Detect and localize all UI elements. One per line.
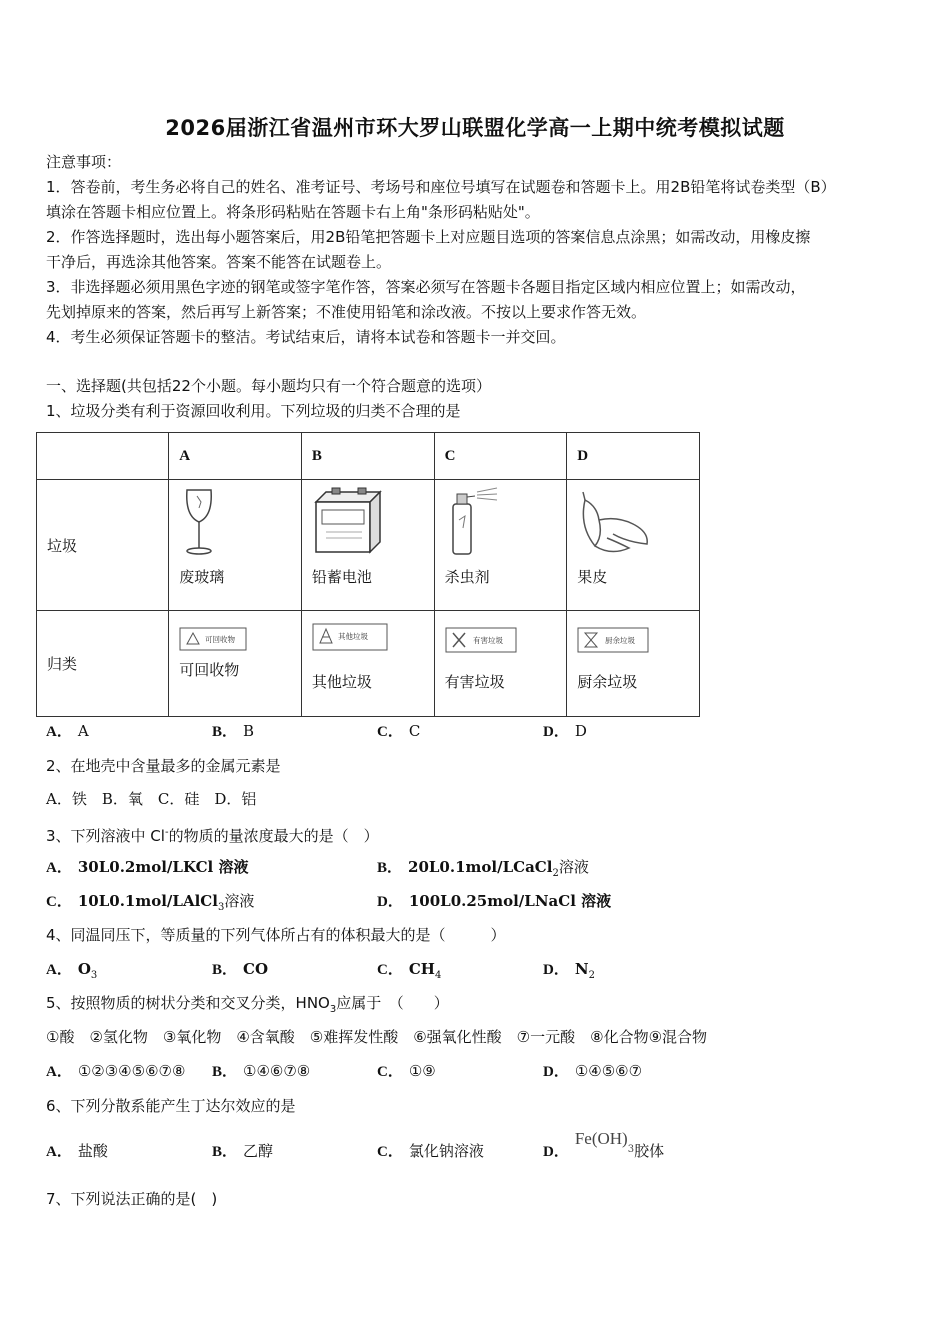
table-cell <box>567 480 700 611</box>
option-label: B． <box>212 1144 238 1160</box>
option-label: D． <box>543 1144 569 1160</box>
option-text: O <box>77 960 91 978</box>
q3-stem-sup: - <box>164 827 169 838</box>
sign-label: 有害垃圾 <box>472 636 503 645</box>
option-label: A． <box>46 1144 72 1160</box>
q4-option-c[interactable] <box>377 959 441 986</box>
spray-can-icon <box>445 486 501 558</box>
option-sub: 4 <box>434 970 442 981</box>
option-text: 乙醇 <box>243 1142 274 1160</box>
q4-option-b[interactable] <box>212 959 268 980</box>
q6-stem: 6、下列分散系能产生丁达尔效应的是 <box>46 1097 296 1115</box>
q5-option-d[interactable] <box>543 1061 642 1082</box>
option-text: B <box>243 722 255 740</box>
q6-option-b[interactable] <box>212 1141 273 1162</box>
q6-option-d[interactable] <box>543 1129 665 1168</box>
category-name: 厨余垃圾 <box>577 673 638 691</box>
option-text: CO <box>243 960 269 978</box>
q5-option-b[interactable] <box>212 1061 310 1082</box>
notes-line: 4．考生必须保证答题卡的整洁。考试结束后，请将本试卷和答题卡一并交回。 <box>46 328 566 346</box>
option-text: 胶体 <box>634 1142 665 1160</box>
fe-oh-sub: 3 <box>627 1144 635 1155</box>
other-waste-sign-icon <box>312 623 388 651</box>
option-text: A <box>77 722 89 740</box>
option-label: D． <box>543 962 569 978</box>
garbage-name: 杀虫剂 <box>444 568 490 586</box>
table-header-cell: D <box>567 433 700 480</box>
fe-oh-formula: Fe(OH) <box>574 1129 628 1148</box>
section-heading: 一、选择题(共包括22个小题。每小题均只有一个符合题意的选项） <box>46 377 491 395</box>
q1-stem: 1、垃圾分类有利于资源回收利用。下列垃圾的归类不合理的是 <box>46 402 461 420</box>
option-text: ①②③④⑤⑥⑦⑧ <box>77 1062 186 1080</box>
table-header-cell: A <box>169 433 302 480</box>
q7-stem: 7、下列说法正确的是( ) <box>46 1190 218 1208</box>
option-label: C． <box>377 724 403 740</box>
q5-list: ①酸 ②氢化物 ③氧化物 ④含氧酸 ⑤难挥发性酸 ⑥强氧化性酸 ⑦一元酸 ⑧化合物⑨混合物 <box>46 1028 708 1046</box>
option-label: C． <box>377 962 403 978</box>
q5-option-a[interactable] <box>46 1061 185 1082</box>
q3-stem-post: 的物质的量浓度最大的是（ ） <box>168 827 379 845</box>
table-header-cell: C <box>434 433 567 480</box>
option-label: B． <box>212 1064 238 1080</box>
option-sub: 2 <box>552 868 559 879</box>
kitchen-waste-sign-icon <box>577 627 649 653</box>
q4-option-a[interactable] <box>46 959 97 986</box>
option-label: B． <box>212 962 238 978</box>
option-text: 氯化钠溶液 <box>408 1142 484 1160</box>
option-text: 20L0.1mol/LCaCl <box>408 858 553 876</box>
sign-label: 厨余垃圾 <box>605 636 636 645</box>
table-cell <box>301 611 434 717</box>
notes-line: 3．非选择题必须用黑色字迹的钢笔或签字笔作答，答案必须写在答题卡各题目指定区域内相应位置上；如需改动， <box>46 278 806 296</box>
notes-line: 先划掉原来的答案，然后再写上新答案；不准使用铅笔和涂改液。不按以上要求作答无效。 <box>46 303 647 321</box>
table-cell <box>567 611 700 717</box>
notes-heading: 注意事项： <box>46 153 122 171</box>
option-text: C <box>408 722 421 740</box>
option-sub: 3 <box>217 902 225 913</box>
q3-stem <box>46 823 379 846</box>
option-label: C． <box>46 894 72 910</box>
option-text: N <box>574 960 589 978</box>
row-label-category: 归类 <box>37 611 169 717</box>
table-header-row <box>37 433 700 480</box>
option-text: ①⑨ <box>408 1062 436 1080</box>
row-label-garbage: 垃圾 <box>37 480 169 611</box>
page-title: 2026届浙江省温州市环大罗山联盟化学高一上期中统考模拟试题 <box>165 116 785 140</box>
notes-line: 填涂在答题卡相应位置上。将条形码粘贴在答题卡右上角"条形码粘贴处"。 <box>46 203 540 221</box>
q3-option-a[interactable] <box>46 857 248 878</box>
notes-line: 2．作答选择题时，选出每小题答案后，用2B铅笔把答题卡上对应题目选项的答案信息点涂黑；如需改动，用橡皮擦 <box>46 228 811 246</box>
q3-option-c[interactable] <box>46 891 254 918</box>
q2-stem: 2、在地壳中含量最多的金属元素是 <box>46 757 281 775</box>
option-label: B． <box>212 724 238 740</box>
table-row <box>37 611 700 717</box>
q1-option-d[interactable] <box>543 721 587 742</box>
wine-glass-icon <box>179 486 219 558</box>
q5-stem-pre: 5、按照物质的树状分类和交叉分类，HNO <box>46 994 330 1012</box>
option-label: A． <box>46 962 72 978</box>
q3-option-b[interactable] <box>377 857 589 884</box>
banana-peel-icon <box>577 486 653 558</box>
category-name: 可回收物 <box>179 661 240 679</box>
q6-option-c[interactable] <box>377 1141 484 1162</box>
q5-stem <box>46 993 449 1020</box>
q5-option-c[interactable] <box>377 1061 436 1082</box>
table-cell <box>434 611 567 717</box>
hazardous-sign-icon <box>445 627 517 653</box>
option-suffix: 溶液 <box>558 858 589 876</box>
table-cell <box>169 480 302 611</box>
option-label: D． <box>543 1064 569 1080</box>
notes-line: 干净后，再选涂其他答案。答案不能答在试题卷上。 <box>46 253 392 271</box>
q1-option-c[interactable] <box>377 721 420 742</box>
option-text: 30L0.2mol/LKCl 溶液 <box>77 858 249 876</box>
option-sub: 3 <box>90 970 98 981</box>
category-name: 有害垃圾 <box>444 673 505 691</box>
q3-option-d[interactable] <box>377 891 611 912</box>
option-text: ①④⑥⑦⑧ <box>243 1062 311 1080</box>
garbage-name: 废玻璃 <box>179 568 225 586</box>
option-sub: 2 <box>588 970 595 981</box>
q5-stem-sub: 3 <box>329 1004 337 1015</box>
sign-label: 可回收物 <box>205 635 236 644</box>
garbage-name: 果皮 <box>577 568 608 586</box>
table-row <box>37 480 700 611</box>
q2-options[interactable]: A．铁 B．氧 C．硅 D．铝 <box>46 790 257 808</box>
q4-stem: 4、同温同压下，等质量的下列气体所占有的体积最大的是（ ） <box>46 926 506 944</box>
q4-option-d[interactable] <box>543 959 595 986</box>
recyclable-sign-icon <box>179 627 247 651</box>
option-text: 盐酸 <box>77 1142 108 1160</box>
q1-table <box>36 432 700 717</box>
q6-option-a[interactable] <box>46 1141 108 1162</box>
table-cell <box>301 480 434 611</box>
option-label: A． <box>46 860 72 876</box>
option-label: D． <box>543 724 569 740</box>
sign-label: 其他垃圾 <box>337 632 368 641</box>
option-text: CH <box>408 960 435 978</box>
table-corner-cell <box>37 433 169 480</box>
q5-stem-post: 应属于 （ ） <box>336 994 449 1012</box>
option-label: B． <box>377 860 403 876</box>
table-cell <box>434 480 567 611</box>
option-label: D． <box>377 894 403 910</box>
option-suffix: 溶液 <box>224 892 255 910</box>
option-text: D <box>574 722 587 740</box>
option-text: 10L0.1mol/LAlCl <box>77 892 218 910</box>
option-label: C． <box>377 1144 403 1160</box>
option-text: 100L0.25mol/LNaCl 溶液 <box>408 892 612 910</box>
option-label: A． <box>46 724 72 740</box>
option-label: A． <box>46 1064 72 1080</box>
q1-option-a[interactable] <box>46 721 89 742</box>
option-text: ①④⑤⑥⑦ <box>574 1062 643 1080</box>
q3-stem-pre: 3、下列溶液中 Cl <box>46 827 165 845</box>
battery-icon <box>312 486 384 558</box>
category-name: 其他垃圾 <box>311 673 372 691</box>
q1-option-b[interactable] <box>212 721 254 742</box>
garbage-name: 铅蓄电池 <box>311 568 372 586</box>
notes-line: 1．答卷前，考生务必将自己的姓名、准考证号、考场号和座位号填写在试题卷和答题卡上。用2B铅笔将试卷类型（B） <box>46 178 836 196</box>
table-header-cell: B <box>301 433 434 480</box>
option-label: C． <box>377 1064 403 1080</box>
table-cell <box>169 611 302 717</box>
